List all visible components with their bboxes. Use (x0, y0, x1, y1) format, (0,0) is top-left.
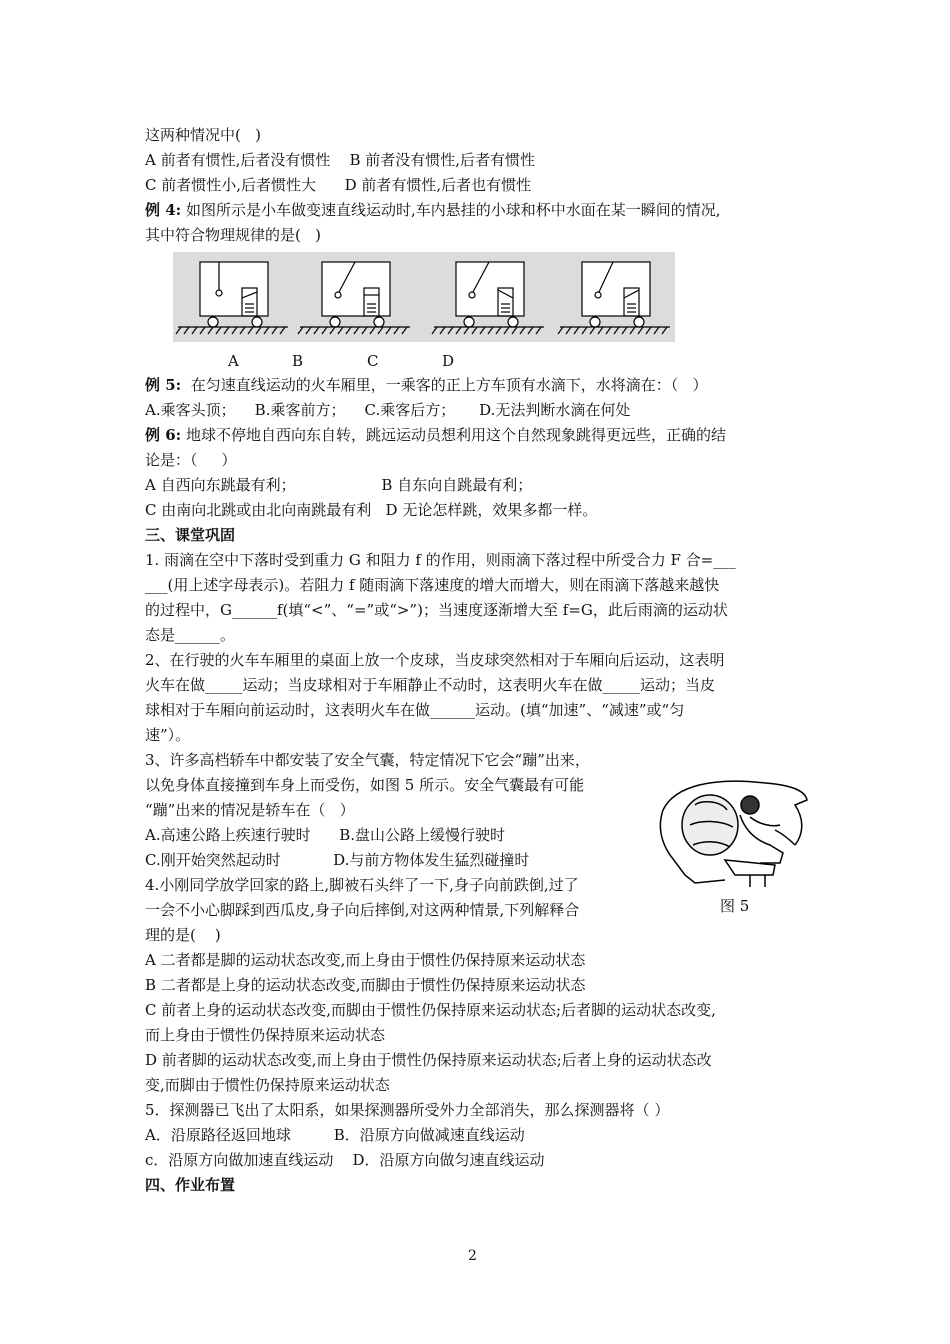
text-line: C 前者上身的运动状态改变,而脚由于惯性仍保持原来运动状态;后者脚的运动状态改变, (145, 1001, 716, 1019)
text-line: 以免身体直接撞到车身上而受伤，如图 5 所示。安全气囊最有可能 (145, 776, 585, 794)
text-line: A 前者有惯性,后者没有惯性 B 前者没有惯性,后者有惯性 (145, 151, 536, 169)
cart-c-diagram (432, 262, 544, 334)
page-number: 2 (468, 1248, 477, 1264)
cart-figures (173, 252, 675, 342)
text-line: 一会不小心脚踩到西瓜皮,身子向后摔倒,对这两种情景,下列解释合 (145, 901, 580, 919)
example-label: 例 5: (145, 376, 182, 394)
text-line: 如图所示是小车做变速直线运动时,车内悬挂的小球和杯中水面在某一瞬间的情况, (181, 201, 721, 219)
text-line: B 二者都是上身的运动状态改变,而脚由于惯性仍保持原来运动状态 (145, 976, 586, 994)
section-heading: 四、作业布置 (145, 1176, 236, 1194)
cart-a-diagram (176, 262, 288, 334)
text-line: “蹦”出来的情况是轿车在（ ） (145, 801, 355, 819)
text-line: 在匀速直线运动的火车厢里，一乘客的正上方车顶有水滴下，水将滴在：（ ） (181, 376, 708, 394)
text-line: 3、许多高档轿车中都安装了安全气囊，特定情况下它会“蹦”出来， (145, 751, 590, 769)
figure-label-c: C (367, 352, 379, 370)
text-line: 1. 雨滴在空中下落时受到重力 G 和阻力 f 的作用，则雨滴下落过程中所受合力 F 合=___ (145, 551, 736, 569)
example-6-line (145, 424, 726, 446)
figure-label-a: A (228, 352, 239, 370)
text-line: 5．探测器已飞出了太阳系，如果探测器所受外力全部消失，那么探测器将（ ） (145, 1101, 670, 1119)
cart-d-diagram (558, 262, 670, 334)
example-4-line (145, 199, 721, 221)
text-line: A.高速公路上疾速行驶时 B.盘山公路上缓慢行驶时 (145, 826, 506, 844)
text-line: A.乘客头顶； B.乘客前方； C.乘客后方； D.无法判断水滴在何处 (145, 401, 631, 419)
text-line: ___(用上述字母表示)。若阻力 f 随雨滴下落速度的增大而增大，则在雨滴下落越来越快 (145, 576, 720, 594)
text-line: c．沿原方向做加速直线运动 D．沿原方向做匀速直线运动 (145, 1151, 545, 1169)
text-line: 速”）。 (145, 726, 191, 744)
text-line: 的过程中，G______f(填“<”、“=”或“>”)；当速度逐渐增大至 f=G，此后雨滴的运动状 (145, 601, 728, 619)
text-line: 态是______。 (145, 626, 236, 644)
example-label: 例 6: (145, 426, 182, 444)
example-5-line (145, 374, 708, 396)
text-line: 理的是( ) (145, 926, 221, 944)
text-line: 其中符合物理规律的是( ) (145, 226, 322, 244)
text-line: 地球不停地自西向东自转，跳远运动员想利用这个自然现象跳得更远些，正确的结 (181, 426, 726, 444)
example-label: 例 4: (145, 201, 182, 219)
text-line: C.刚开始突然起动时 D.与前方物体发生猛烈碰撞时 (145, 851, 530, 869)
cart-figures-svg (173, 252, 675, 342)
text-line: A 自西向东跳最有利； B 自东向自跳最有利； (145, 476, 533, 494)
text-line: A 二者都是脚的运动状态改变,而上身由于惯性仍保持原来运动状态 (145, 951, 586, 969)
section-heading: 三、课堂巩固 (145, 526, 236, 544)
text-line: 这两种情况中( ) (145, 126, 262, 144)
text-line: 火车在做_____运动；当皮球相对于车厢静止不动时，这表明火车在做_____运动；当皮 (145, 676, 716, 694)
text-line: C 由南向北跳或由北向南跳最有利 D 无论怎样跳，效果多都一样。 (145, 501, 598, 519)
text-line: 而上身由于惯性仍保持原来运动状态 (145, 1026, 386, 1044)
text-line: D 前者脚的运动状态改变,而上身由于惯性仍保持原来运动状态;后者上身的运动状态改 (145, 1051, 712, 1069)
text-line: 球相对于车厢向前运动时，这表明火车在做______运动。(填“加速”、“减速”或“匀 (145, 701, 685, 719)
airbag-illustration (655, 775, 815, 890)
text-line: 2、在行驶的火车车厢里的桌面上放一个皮球，当皮球突然相对于车厢向后运动，这表明 (145, 651, 725, 669)
text-line: C 前者惯性小,后者惯性大 D 前者有惯性,后者也有惯性 (145, 176, 532, 194)
figure-label-b: B (292, 352, 304, 370)
cart-b-diagram (298, 262, 410, 334)
text-line: A．沿原路径返回地球 B．沿原方向做减速直线运动 (145, 1126, 525, 1144)
text-line: 变,而脚由于惯性仍保持原来运动状态 (145, 1076, 390, 1094)
airbag-svg (655, 775, 815, 890)
figure-label-d: D (442, 352, 455, 370)
text-line: 4.小刚同学放学回家的路上,脚被石头绊了一下,身子向前跌倒,过了 (145, 876, 579, 894)
text-line: 论是：（ ） (145, 451, 237, 469)
figure-5-caption: 图 5 (720, 897, 750, 915)
